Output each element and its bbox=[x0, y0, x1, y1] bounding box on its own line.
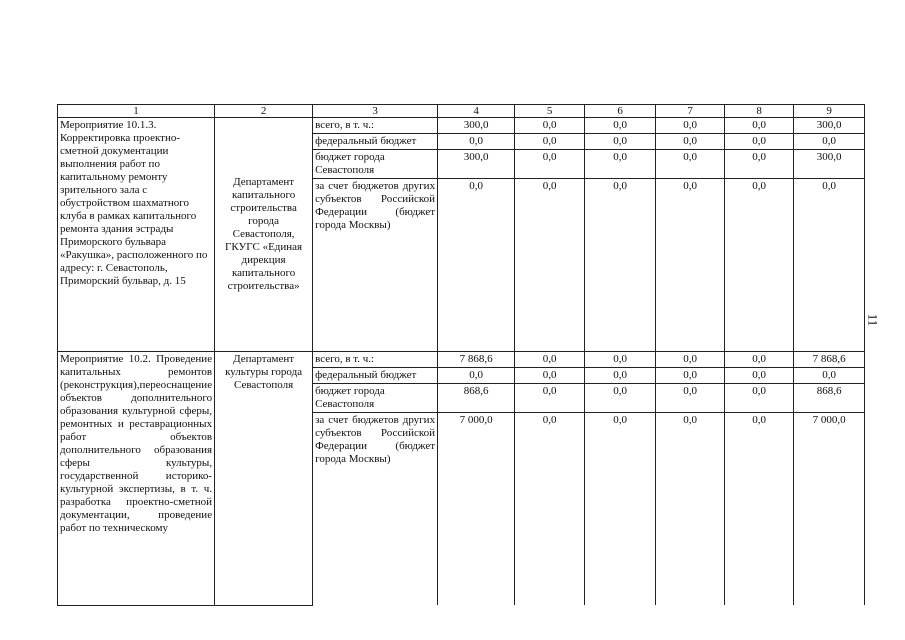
value-cell: 0,0 bbox=[794, 179, 865, 352]
column-header: 3 bbox=[313, 105, 438, 118]
column-header: 6 bbox=[585, 105, 656, 118]
value-cell: 0,0 bbox=[585, 352, 656, 368]
source-cell: федеральный бюджет bbox=[313, 134, 438, 150]
value-cell: 0,0 bbox=[656, 413, 725, 606]
value-cell: 0,0 bbox=[585, 384, 656, 413]
budget-table bbox=[57, 104, 865, 606]
column-header: 9 bbox=[794, 105, 865, 118]
activity-cell: Мероприятие 10.2. Проведение капитальных ремонтов (реконструкция),переоснащение объектов дополнительного образования культурной сферы, ремонтных и реставрационных работ объектов дополнительного образования сферы культуры, государственной историко-культурной экспертизы, в т. ч. разработка проектно-сметной документации, проведение работ по техническому bbox=[58, 352, 215, 606]
value-cell: 0,0 bbox=[438, 368, 515, 384]
value-cell: 0,0 bbox=[438, 179, 515, 352]
value-cell: 0,0 bbox=[725, 413, 794, 606]
column-header: 5 bbox=[515, 105, 585, 118]
value-cell: 0,0 bbox=[656, 118, 725, 134]
value-cell: 868,6 bbox=[794, 384, 865, 413]
value-cell: 0,0 bbox=[515, 413, 585, 606]
value-cell: 300,0 bbox=[794, 118, 865, 134]
value-cell: 0,0 bbox=[515, 134, 585, 150]
value-cell: 0,0 bbox=[656, 134, 725, 150]
value-cell: 0,0 bbox=[656, 179, 725, 352]
source-cell: за счет бюджетов других субъектов Российской Федерации (бюджет города Москвы) bbox=[313, 179, 438, 352]
value-cell: 0,0 bbox=[725, 150, 794, 179]
value-cell: 0,0 bbox=[725, 134, 794, 150]
column-header: 2 bbox=[215, 105, 313, 118]
column-header: 7 bbox=[656, 105, 725, 118]
value-cell: 0,0 bbox=[585, 150, 656, 179]
source-cell: всего, в т. ч.: bbox=[313, 118, 438, 134]
value-cell: 0,0 bbox=[794, 368, 865, 384]
value-cell: 7 868,6 bbox=[794, 352, 865, 368]
activity-cell: Мероприятие 10.1.3. Корректировка проектно-сметной документации выполнения работ по капитальному ремонту зрительного зала с обустройством шахматного клуба в рамках капитального ремонта здания эстрады Приморского бульвара «Ракушка», расположенного по адресу: г. Севастополь, Приморский бульвар, д. 15 bbox=[58, 118, 215, 352]
value-cell: 7 000,0 bbox=[438, 413, 515, 606]
value-cell: 300,0 bbox=[438, 150, 515, 179]
value-cell: 0,0 bbox=[515, 179, 585, 352]
value-cell: 0,0 bbox=[515, 384, 585, 413]
value-cell: 0,0 bbox=[585, 413, 656, 606]
value-cell: 0,0 bbox=[515, 352, 585, 368]
value-cell: 0,0 bbox=[585, 368, 656, 384]
value-cell: 0,0 bbox=[585, 179, 656, 352]
value-cell: 7 868,6 bbox=[438, 352, 515, 368]
table-row bbox=[58, 118, 865, 134]
department-cell: Департамент капитального строительства города Севастополя, ГКУГС «Единая дирекция капитального строительства» bbox=[215, 118, 313, 352]
value-cell: 300,0 bbox=[794, 150, 865, 179]
value-cell: 0,0 bbox=[725, 368, 794, 384]
value-cell: 0,0 bbox=[438, 134, 515, 150]
value-cell: 0,0 bbox=[585, 118, 656, 134]
value-cell: 0,0 bbox=[515, 118, 585, 134]
value-cell: 300,0 bbox=[438, 118, 515, 134]
value-cell: 0,0 bbox=[656, 384, 725, 413]
source-cell: федеральный бюджет bbox=[313, 368, 438, 384]
column-header: 1 bbox=[58, 105, 215, 118]
value-cell: 7 000,0 bbox=[794, 413, 865, 606]
header-row bbox=[58, 105, 865, 118]
value-cell: 0,0 bbox=[725, 384, 794, 413]
column-header: 8 bbox=[725, 105, 794, 118]
value-cell: 0,0 bbox=[725, 118, 794, 134]
page-number: 11 bbox=[865, 313, 881, 327]
value-cell: 0,0 bbox=[515, 368, 585, 384]
value-cell: 868,6 bbox=[438, 384, 515, 413]
column-header: 4 bbox=[438, 105, 515, 118]
value-cell: 0,0 bbox=[585, 134, 656, 150]
value-cell: 0,0 bbox=[725, 179, 794, 352]
department-cell: Департамент культуры города Севастополя bbox=[215, 352, 313, 606]
source-cell: за счет бюджетов других субъектов Российской Федерации (бюджет города Москвы) bbox=[313, 413, 438, 606]
value-cell: 0,0 bbox=[656, 352, 725, 368]
value-cell: 0,0 bbox=[656, 368, 725, 384]
value-cell: 0,0 bbox=[794, 134, 865, 150]
source-cell: бюджет города Севастополя bbox=[313, 384, 438, 413]
source-cell: всего, в т. ч.: bbox=[313, 352, 438, 368]
value-cell: 0,0 bbox=[515, 150, 585, 179]
source-cell: бюджет города Севастополя bbox=[313, 150, 438, 179]
value-cell: 0,0 bbox=[725, 352, 794, 368]
table-row bbox=[58, 352, 865, 368]
value-cell: 0,0 bbox=[656, 150, 725, 179]
